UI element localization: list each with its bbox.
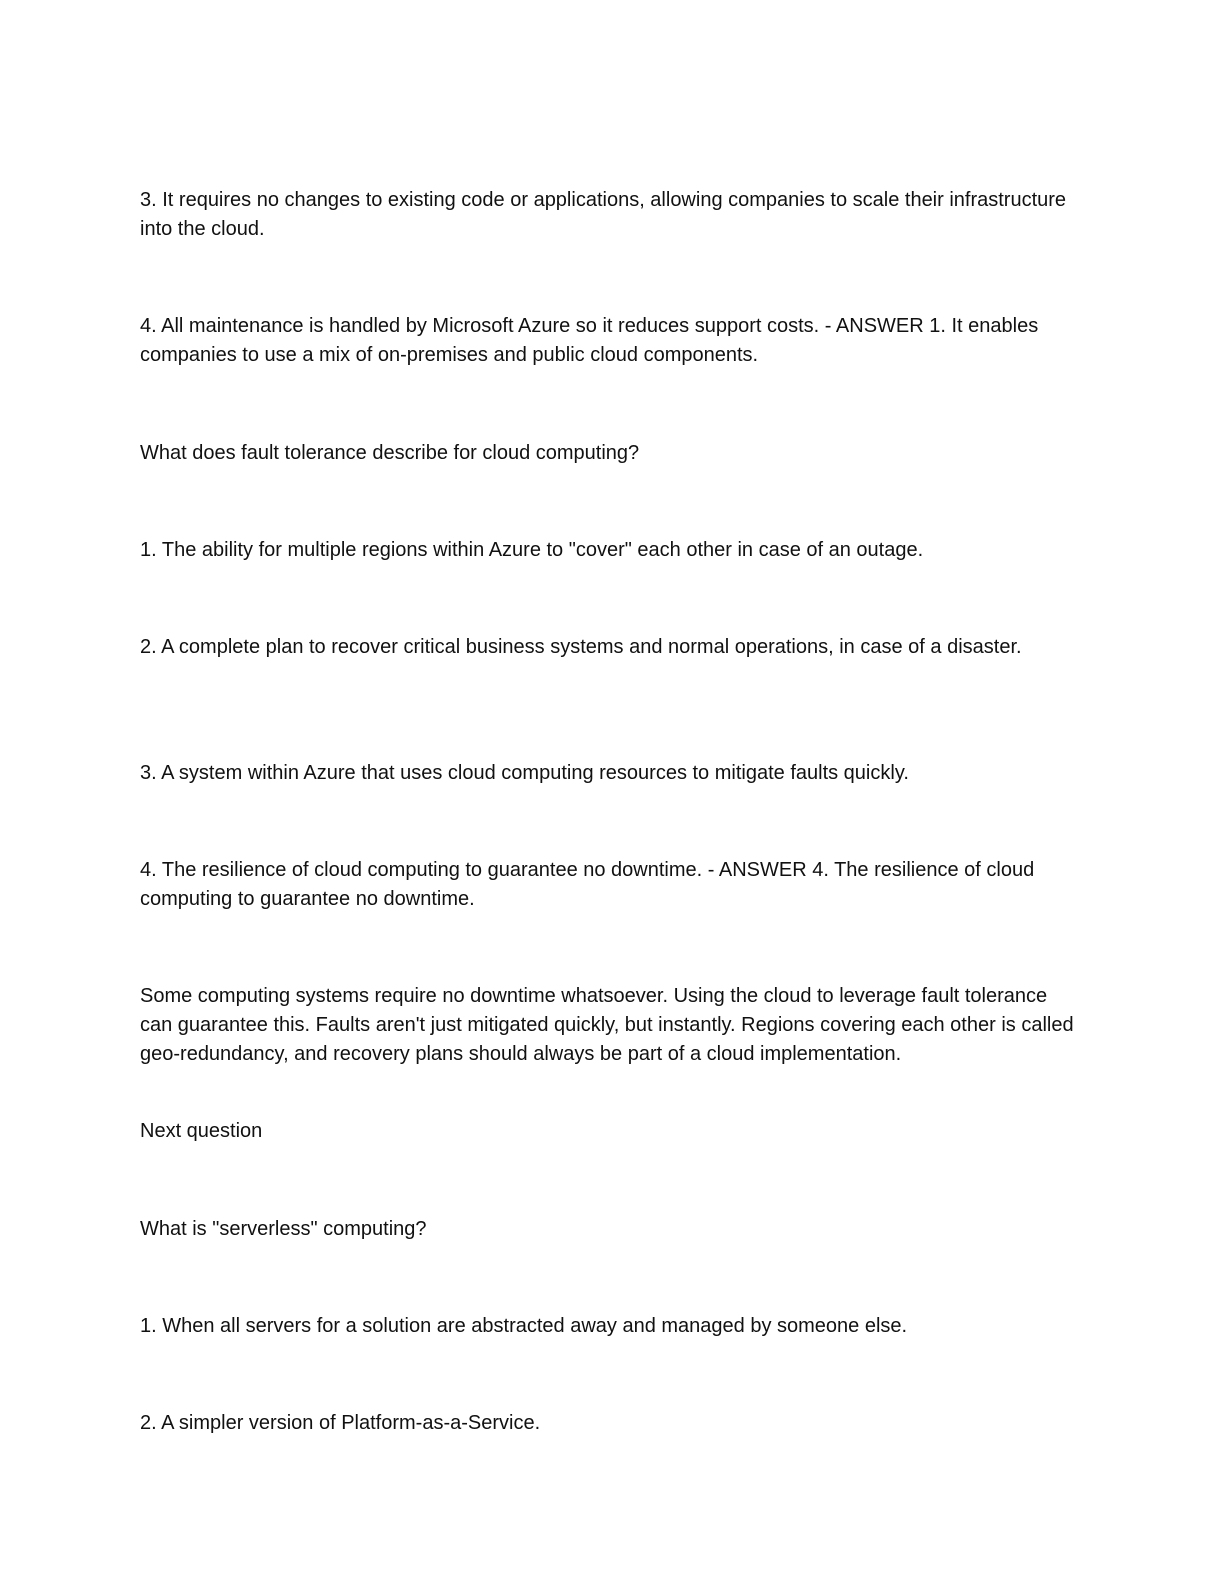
explanation-fault-tolerance: Some computing systems require no downtime whatsoever. Using the cloud to leverage fault tolerance can guarantee this. Faults aren't just mitigated quickly, but instantly. Regions covering each other is called geo-redundancy, and recovery plans should always be part of a cloud implementation. bbox=[140, 985, 1074, 1065]
option-2-simpler-paas: 2. A simpler version of Platform-as-a-Service. bbox=[140, 1412, 541, 1434]
next-question-label: Next question bbox=[140, 1120, 263, 1142]
option-4-maintenance-answer: 4. All maintenance is handled by Microsoft Azure so it reduces support costs. - ANSWER 1. It enables companies to use a mix of on-premises and public cloud components. bbox=[140, 315, 1039, 366]
option-2-recovery-plan: 2. A complete plan to recover critical business systems and normal operations, in case of a disaster. bbox=[140, 636, 1022, 658]
question-fault-tolerance: What does fault tolerance describe for cloud computing? bbox=[140, 442, 640, 464]
option-1-regions-cover: 1. The ability for multiple regions within Azure to "cover" each other in case of an outage. bbox=[140, 539, 924, 561]
option-3-mitigate-faults: 3. A system within Azure that uses cloud computing resources to mitigate faults quickly. bbox=[140, 762, 909, 784]
option-4-resilience-answer: 4. The resilience of cloud computing to guarantee no downtime. - ANSWER 4. The resilience of cloud computing to guarantee no downtime. bbox=[140, 859, 1035, 910]
question-serverless: What is "serverless" computing? bbox=[140, 1218, 427, 1240]
option-1-servers-abstracted: 1. When all servers for a solution are abstracted away and managed by someone else. bbox=[140, 1315, 908, 1337]
option-3-hybrid-scale: 3. It requires no changes to existing code or applications, allowing companies to scale their infrastructure into the cloud. bbox=[140, 189, 1067, 240]
